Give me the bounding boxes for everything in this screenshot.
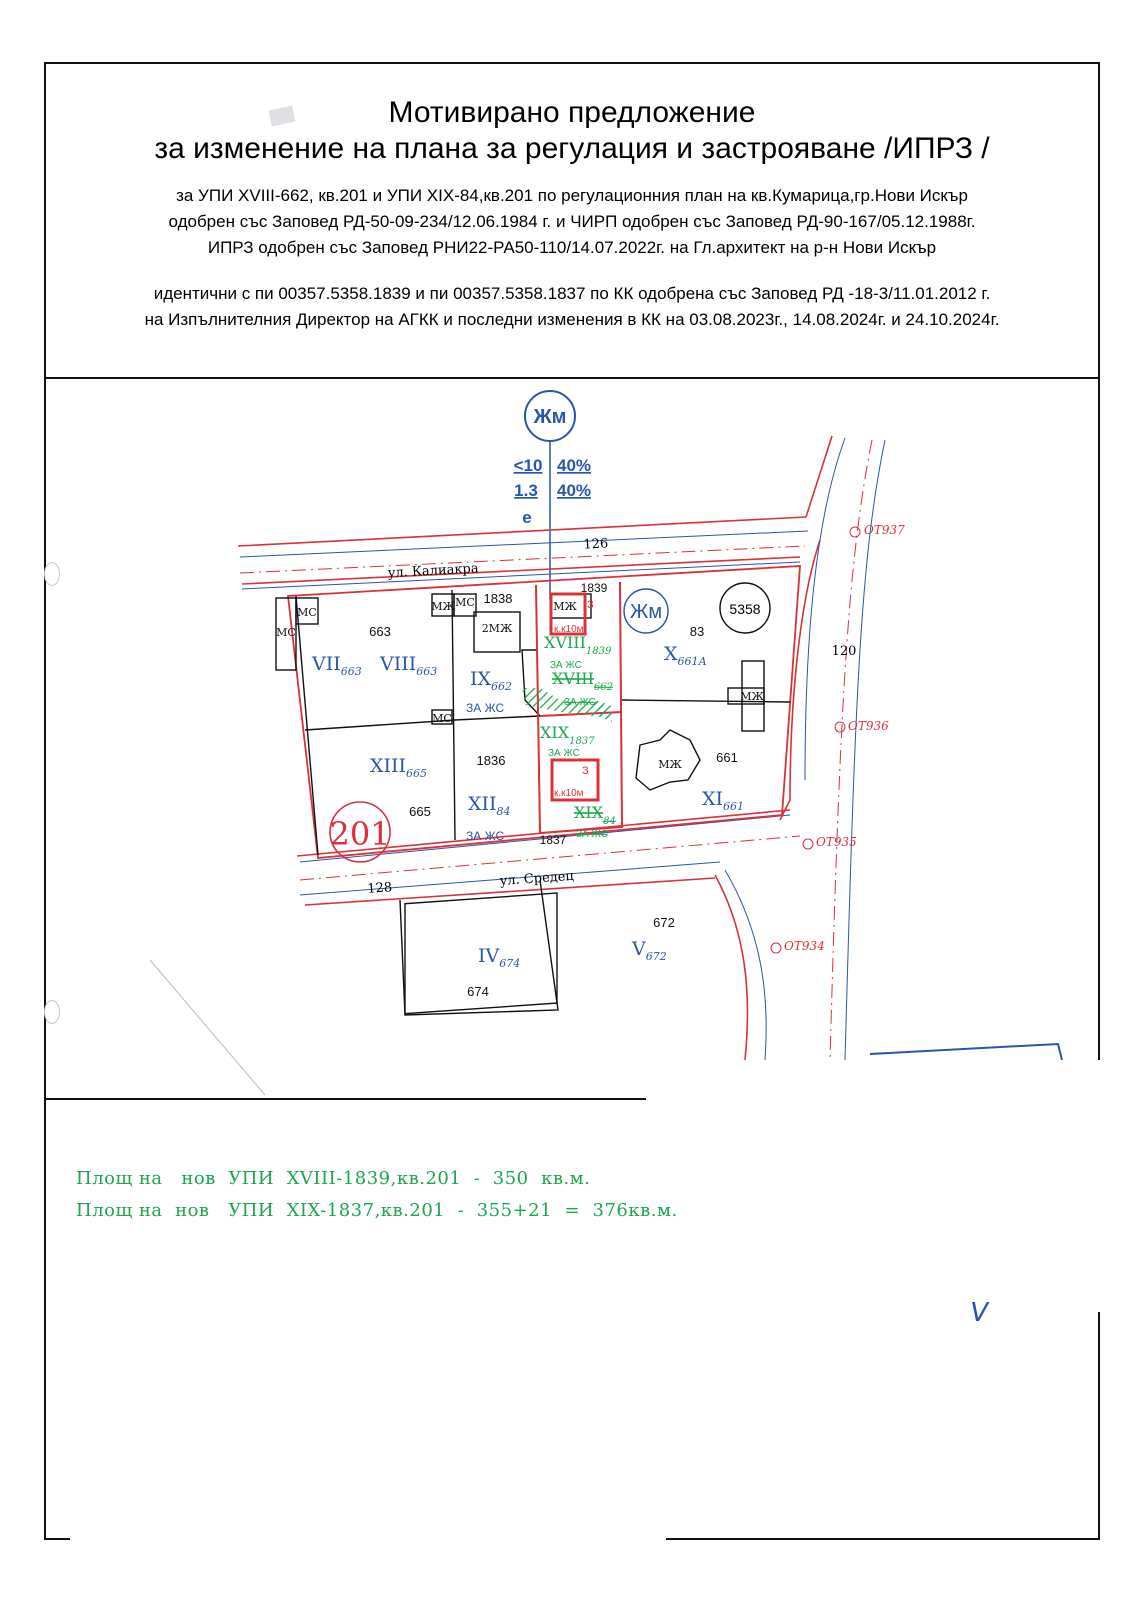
point-ot934: OT934 bbox=[784, 939, 825, 953]
point-ot937: OT937 bbox=[864, 523, 905, 537]
street-number-120: 120 bbox=[831, 644, 857, 659]
label-mzh-1: МЖ bbox=[431, 600, 455, 613]
parcel-674: 674 bbox=[467, 984, 489, 999]
street-name-kaliakra: ул. Калиакра bbox=[387, 561, 479, 581]
label-ms-4: МС bbox=[432, 712, 452, 725]
upi-viii: $VIII_{663}$ bbox=[380, 653, 438, 678]
parcel-663: 663 bbox=[369, 624, 391, 639]
cadastre-line-1: идентични с пи 00357.5358.1839 и пи 00357.5358.1837 по КК одобрена със Заповед РД -18-3/11.01.2012 г. bbox=[153, 284, 991, 303]
upi-old-xviii: $XVIII_{662}$ bbox=[552, 669, 613, 693]
label-mzh-3: МЖ bbox=[740, 690, 764, 703]
upi-old-xix-usage: ЗА ЖС bbox=[576, 829, 608, 840]
label-ms-2: МС bbox=[297, 606, 317, 619]
upi-xi: $XI_{661}$ bbox=[702, 788, 745, 813]
label-mzh-4: МЖ bbox=[658, 758, 682, 771]
stamp-edge bbox=[870, 1044, 1062, 1060]
sheet-number: 5358 bbox=[729, 601, 761, 617]
build-mark-1: З bbox=[587, 599, 594, 611]
zone-green: 40% bbox=[556, 481, 592, 500]
zone-kint: 1.3 bbox=[514, 481, 538, 500]
usage-za-zhs-1: ЗА ЖС bbox=[466, 701, 505, 715]
zone-mode: е bbox=[522, 508, 532, 527]
zone-height: <10 bbox=[513, 456, 543, 475]
upi-old-xviii-usage: ЗА ЖС bbox=[564, 697, 596, 708]
zone-symbol-block: Жм bbox=[629, 601, 663, 623]
scan-line bbox=[150, 960, 265, 1095]
upi-new-xix: $XIX_{1837}$ bbox=[540, 723, 595, 747]
redaction-block bbox=[646, 1300, 1096, 1538]
parcel-661: 661 bbox=[716, 750, 738, 765]
street-number-128: 128 bbox=[366, 880, 393, 897]
parcel-672: 672 bbox=[653, 915, 675, 930]
upi-old-xix: $XIX_{84}$ bbox=[574, 803, 616, 827]
upi-xii: $XII_{84}$ bbox=[468, 793, 511, 818]
label-2mzh: 2МЖ bbox=[481, 622, 513, 635]
redaction-block bbox=[646, 1060, 1106, 1312]
upi-v: $V_{672}$ bbox=[632, 938, 667, 963]
point-ot936: OT936 bbox=[848, 719, 889, 733]
survey-points bbox=[771, 527, 860, 953]
build-mark-2: З bbox=[582, 765, 589, 777]
area-note-xix: Площ на нов УПИ XIX-1837,кв.201 - 355+21 = 376кв.м. bbox=[76, 1200, 678, 1221]
label-mzh-2: МЖ bbox=[553, 600, 577, 613]
redaction-block bbox=[70, 1250, 666, 1540]
title-line-1: Мотивирано предложение bbox=[388, 96, 756, 129]
upi-new-xviii: $XVIII_{1839}$ bbox=[544, 633, 612, 657]
upi-new-xviii-usage: ЗА ЖС bbox=[550, 660, 582, 671]
basis-line-2: одобрен със Заповед РД-50-09-234/12.06.1984 г. и ЧИРП одобрен със Заповед РД-90-167/05.12.1988г. bbox=[168, 212, 976, 231]
zone-symbol: Жм bbox=[533, 406, 567, 428]
basis-line-1: за УПИ XVIII-662, кв.201 и УПИ XIX-84,кв.201 по регулационния план на кв.Кумарица,гр.Нови Искър bbox=[176, 186, 968, 205]
block-number: 201 bbox=[329, 815, 391, 853]
parcel-1839: 1839 bbox=[580, 581, 608, 595]
cadastre-line-2: на Изпълнителния Директор на АГКК и последни изменения в КК на 03.08.2023г., 14.08.2024г. и 24.10.2024г. bbox=[144, 310, 1000, 329]
parcel-1837: 1837 bbox=[539, 833, 567, 847]
street-name-sredets: ул. Средец bbox=[499, 868, 575, 889]
upi-new-xix-usage: ЗА ЖС bbox=[548, 748, 580, 759]
upi-vii: $VII_{663}$ bbox=[312, 653, 362, 678]
build-sub-1: к.к10м bbox=[554, 624, 584, 635]
upi-iv: $IV_{674}$ bbox=[478, 945, 521, 970]
label-ms-3: МС bbox=[455, 596, 475, 609]
upi-ix: $IX_{662}$ bbox=[470, 668, 513, 693]
upi-xiii: $XIII_{665}$ bbox=[370, 755, 428, 780]
parcel-1838: 1838 bbox=[483, 591, 513, 606]
parcel-83: 83 bbox=[689, 624, 705, 639]
handwritten-check-mark: V bbox=[967, 1298, 991, 1328]
street-number-126: 126 bbox=[583, 536, 609, 553]
parcel-665: 665 bbox=[409, 804, 431, 819]
upi-x: $X_{661А}$ bbox=[664, 643, 707, 668]
area-note-xviii: Площ на нов УПИ XVIII-1839,кв.201 - 350 кв.м. bbox=[76, 1168, 591, 1189]
point-ot935: OT935 bbox=[816, 835, 857, 849]
parcel-1836: 1836 bbox=[476, 753, 506, 768]
zone-density: 40% bbox=[556, 456, 592, 475]
basis-line-3: ИПРЗ одобрен със Заповед РНИ22-РА50-110/14.07.2022г. на Гл.архитект на р-н Нови Искър bbox=[207, 238, 937, 257]
label-ms-1: МС bbox=[276, 626, 296, 639]
usage-za-zhs-2: ЗА ЖС bbox=[466, 829, 505, 843]
build-sub-2: к.к10м bbox=[554, 788, 584, 799]
title-line-2: за изменение на плана за регулация и застрояване /ИПРЗ / bbox=[154, 132, 990, 165]
